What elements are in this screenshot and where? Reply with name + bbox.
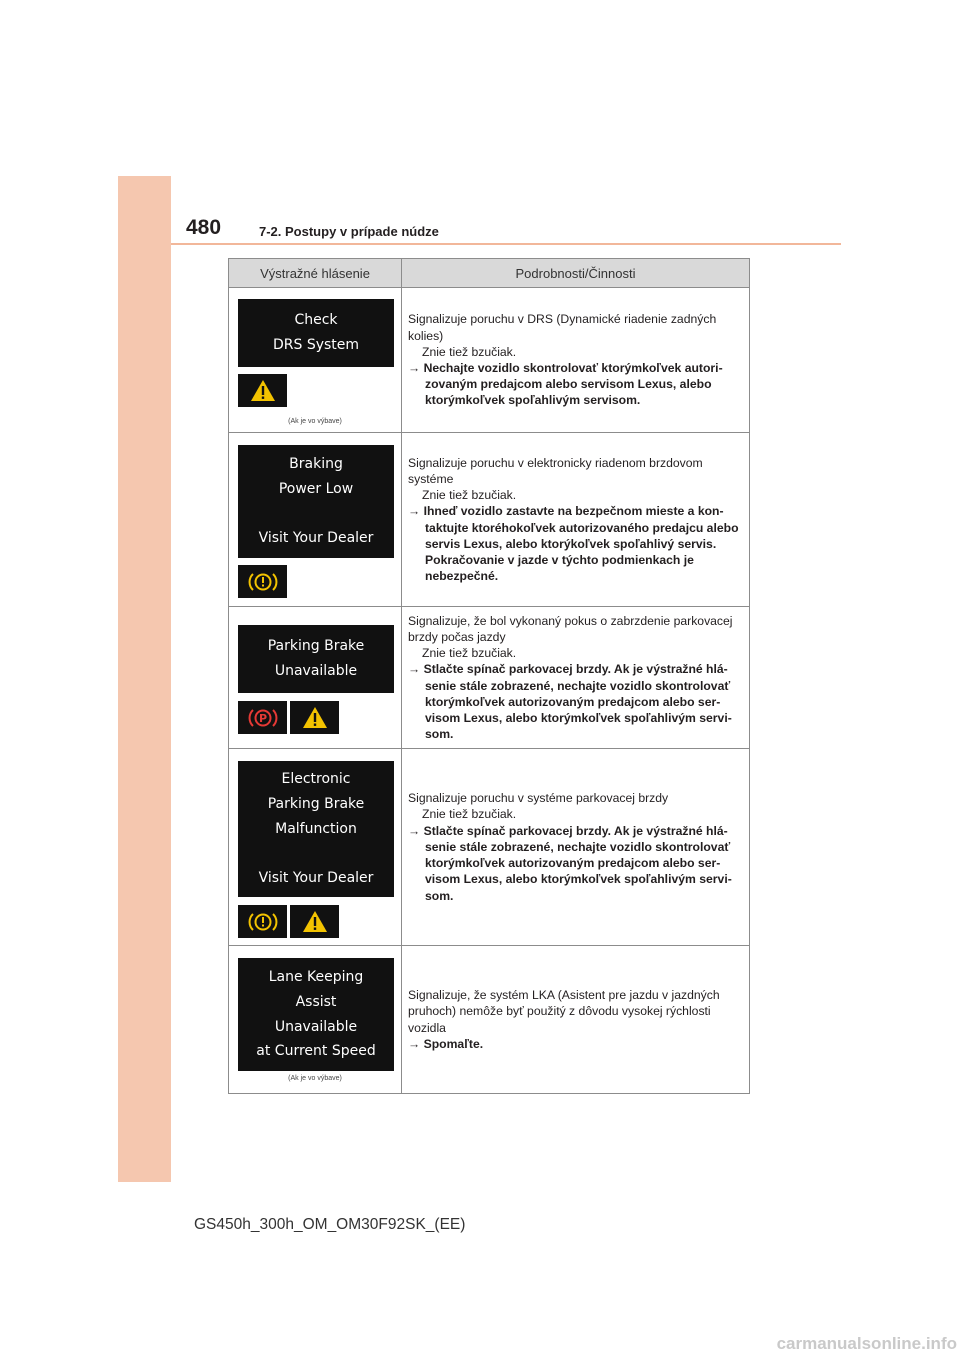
display-line: Check xyxy=(294,312,338,329)
table-header-row xyxy=(229,259,750,288)
description-text: Signalizuje poruchu v DRS (Dynamické riadenie zadných kolies) xyxy=(408,312,717,343)
action-text: → Ihneď vozidlo zastavte na bezpečnom mieste a kontaktujte ktoréhokoľvek autorizovaného predajcu alebo servis Lexus, alebo ktorýkoľvek spoľahlivý servis. Pokračovanie v jazde v týchto podmienkach je nebezpečné. xyxy=(408,504,739,584)
table-row xyxy=(229,288,750,433)
section-title: 7-2. Postupy v prípade núdze xyxy=(259,224,439,239)
details-cell xyxy=(402,288,750,433)
warning-visual-cell xyxy=(229,433,402,607)
display-message xyxy=(238,299,394,367)
page-number: 480 xyxy=(186,216,222,239)
warning-visual-cell xyxy=(229,607,402,749)
buzzer-text: Znie tiež bzučiak. xyxy=(422,344,517,359)
watermark: carmanualsonline.info xyxy=(776,1334,957,1353)
display-line: Assist xyxy=(295,993,337,1010)
document-code: GS450h_300h_OM_OM30F92SK_(EE) xyxy=(194,1216,466,1233)
display-line: Unavailable xyxy=(274,663,358,679)
warning-visual-cell xyxy=(229,288,402,433)
display-line: Unavailable xyxy=(274,1018,358,1035)
action-text: → Stlačte spínač parkovacej brzdy. Ak je výstražné hlásenie stále zobrazené, nechajte vozidlo skontrolovať ktorýmkoľvek autorizovaným predajcom alebo servisom Lexus, alebo ktorýmkoľvek spoľahlivým servisom. xyxy=(408,823,732,903)
description-text: Signalizuje, že bol vykonaný pokus o zabrzdenie parkovacej brzdy počas jazdy xyxy=(408,613,733,644)
display-line: Power Low xyxy=(278,480,354,497)
chapter-sidebar xyxy=(118,176,171,1182)
warning-triangle-icon xyxy=(290,701,339,734)
table-row xyxy=(229,433,750,607)
details-cell xyxy=(402,433,750,607)
warning-triangle-icon xyxy=(238,374,287,407)
brake-warning-icon xyxy=(238,905,287,938)
display-line: Visit Your Dealer xyxy=(258,530,374,547)
buzzer-text: Znie tiež bzučiak. xyxy=(422,646,517,661)
display-message xyxy=(238,761,394,897)
buzzer-text: Znie tiež bzučiak. xyxy=(422,488,517,503)
table-row xyxy=(229,749,750,946)
display-line: Braking xyxy=(289,455,343,472)
col-header-warning: Výstražné hlásenie xyxy=(229,259,402,288)
action-text: → Spomaľte. xyxy=(408,1036,484,1051)
display-line: at Current Speed xyxy=(256,1043,376,1060)
table-row xyxy=(229,607,750,749)
description-text: Signalizuje, že systém LKA (Asistent pre jazdu v jazdných pruhoch) nemôže byť použitý z dôvodu vysokej rýchlosti vozidla xyxy=(408,988,720,1035)
action-text: → Stlačte spínač parkovacej brzdy. Ak je výstražné hlásenie stále zobrazené, nechajte vozidlo skontrolovať ktorýmkoľvek autorizovaným predajcom alebo servisom Lexus, alebo ktorýmkoľvek spoľahlivým servisom. xyxy=(408,662,732,742)
warning-messages-table xyxy=(228,258,750,1094)
brake-warning-icon xyxy=(238,565,287,598)
display-line: DRS System xyxy=(272,337,360,353)
action-text: → Nechajte vozidlo skontrolovať ktorýmkoľvek autorizovaným predajcom alebo servisom Lexus, alebo ktorýmkoľvek spoľahlivým servisom. xyxy=(408,361,723,408)
description-text: Signalizuje poruchu v elektronicky riadenom brzdovom systéme xyxy=(408,455,703,486)
display-message xyxy=(238,958,394,1071)
col-header-details: Podrobnosti/Činnosti xyxy=(402,259,750,288)
display-line: Lane Keeping xyxy=(268,968,364,985)
details-cell xyxy=(402,946,750,1094)
display-line: Visit Your Dealer xyxy=(258,870,374,887)
optional-note: (Ak je vo výbave) xyxy=(288,418,342,425)
header-rule xyxy=(171,243,841,245)
display-line: Malfunction xyxy=(275,820,357,837)
svg-text:P: P xyxy=(258,711,267,725)
display-line: Parking Brake xyxy=(267,795,365,812)
display-line: Parking Brake xyxy=(267,638,365,655)
display-message xyxy=(238,445,394,558)
details-cell xyxy=(402,607,750,749)
details-cell xyxy=(402,749,750,946)
warning-visual-cell xyxy=(229,946,402,1094)
description-text: Signalizuje poruchu v systéme parkovacej brzdy xyxy=(408,791,669,806)
optional-note: (Ak je vo výbave) xyxy=(288,1075,342,1082)
parking-brake-icon xyxy=(238,701,287,734)
display-message xyxy=(238,625,394,693)
table-row xyxy=(229,946,750,1094)
warning-triangle-icon xyxy=(290,905,339,938)
display-line: Electronic xyxy=(281,771,351,787)
warning-visual-cell xyxy=(229,749,402,946)
buzzer-text: Znie tiež bzučiak. xyxy=(422,807,517,822)
